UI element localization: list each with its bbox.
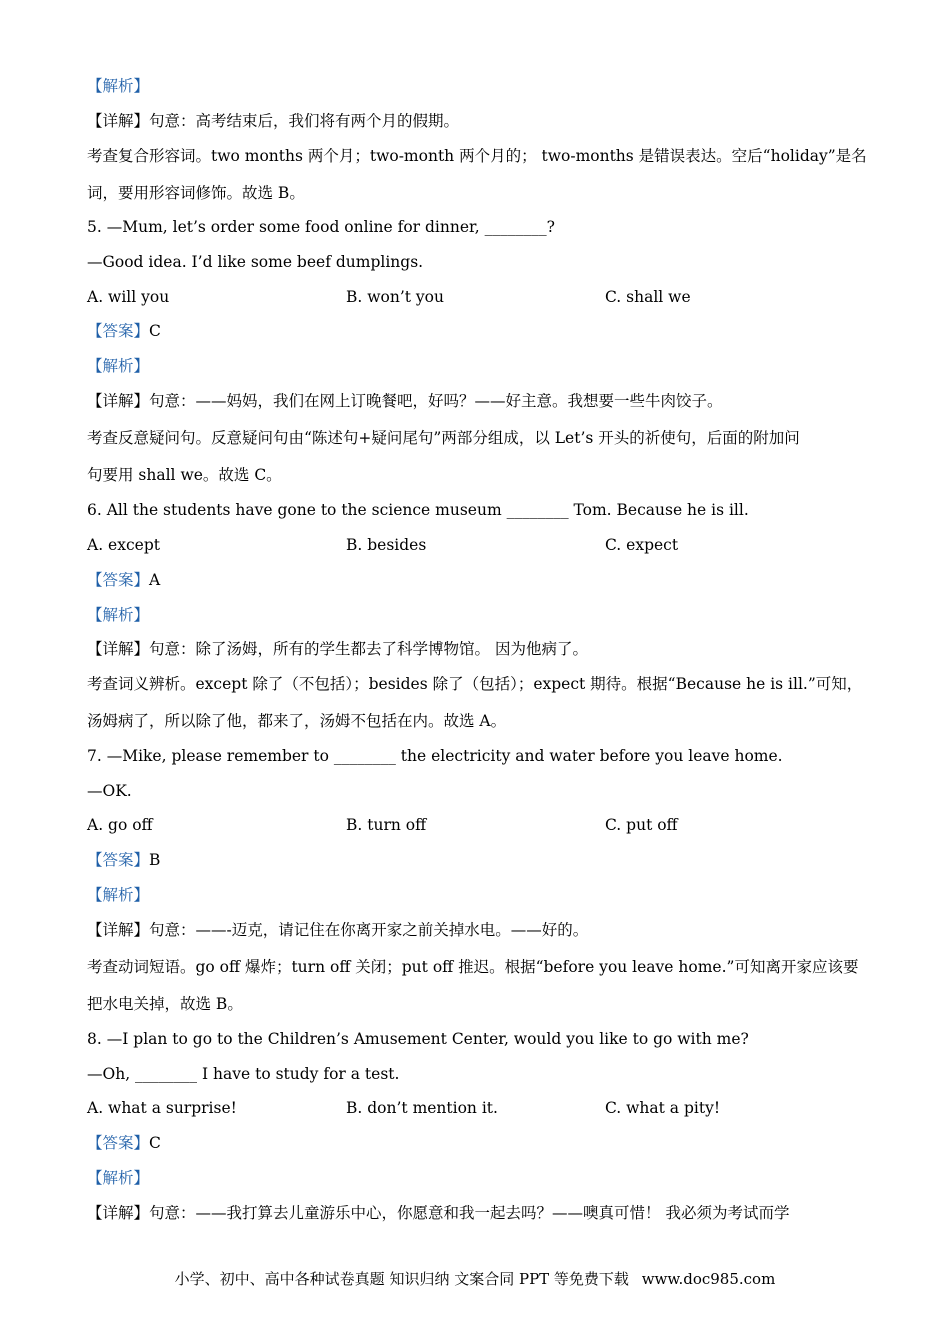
question-7-stem: 7. —Mike, please remember to ________ the electricity and water before you leave home. bbox=[87, 747, 783, 765]
detail-line: 【详解】句意：高考结束后，我们将有两个月的假期。 bbox=[87, 112, 460, 130]
page-footer bbox=[0, 1268, 950, 1290]
q6-explanation-1: 考查词义辨析。except 除了（不包括）；besides 除了（包括）；expect 期待。根据“Because he is ill.”可知， bbox=[87, 675, 863, 693]
q6-detail: 【详解】句意：除了汤姆，所有的学生都去了科学博物馆。 因为他病了。 bbox=[87, 640, 588, 658]
q8-analysis-label: 【解析】 bbox=[87, 1169, 150, 1187]
q7-detail: 【详解】句意：——-迈克，请记住在你离开家之前关掉水电。——好的。 bbox=[87, 921, 589, 939]
q7-explanation-1: 考查动词短语。go off 爆炸；turn off 关闭；put off 推迟。根据“before you leave home.”可知离开家应该要 bbox=[87, 958, 859, 976]
q8-option-c: C. what a pity! bbox=[605, 1099, 721, 1117]
q7-analysis-label: 【解析】 bbox=[87, 886, 150, 904]
question-6-stem: 6. All the students have gone to the science museum ________ Tom. Because he is ill. bbox=[87, 501, 749, 519]
q7-option-b: B. turn off bbox=[346, 816, 427, 834]
q8-option-b: B. don’t mention it. bbox=[346, 1099, 498, 1117]
question-7-response: —OK. bbox=[87, 782, 132, 800]
q5-option-b: B. won’t you bbox=[346, 288, 444, 306]
q6-answer: 【答案】A bbox=[87, 571, 161, 589]
q5-analysis-label: 【解析】 bbox=[87, 357, 150, 375]
explanation-line-2: 词，要用形容词修饰。故选 B。 bbox=[87, 184, 305, 202]
q5-explanation-1: 考查反意疑问句。反意疑问句由“陈述句+疑问尾句”两部分组成，以 Let’s 开头的祈使句，后面的附加问 bbox=[87, 429, 800, 447]
q8-option-a: A. what a surprise! bbox=[87, 1099, 237, 1117]
question-8-response: —Oh, ________ I have to study for a test. bbox=[87, 1065, 400, 1083]
question-5-response: —Good idea. I’d like some beef dumplings. bbox=[87, 253, 424, 271]
q6-option-c: C. expect bbox=[605, 536, 679, 554]
question-5-stem: 5. —Mum, let’s order some food online for dinner, ________? bbox=[87, 218, 555, 236]
q5-explanation-2: 句要用 shall we。故选 C。 bbox=[87, 466, 282, 484]
q5-option-a: A. will you bbox=[87, 288, 170, 306]
q6-option-a: A. except bbox=[87, 536, 160, 554]
footer-text: 小学、初中、高中各种试卷真题 知识归纳 文案合同 PPT 等免费下载 bbox=[174, 1270, 629, 1288]
q7-explanation-2: 把水电关掉，故选 B。 bbox=[87, 995, 243, 1013]
q5-detail: 【详解】句意：——妈妈，我们在网上订晚餐吧，好吗？——好主意。我想要一些牛肉饺子。 bbox=[87, 392, 723, 410]
q7-answer: 【答案】B bbox=[87, 851, 161, 869]
q6-option-b: B. besides bbox=[346, 536, 427, 554]
q8-detail: 【详解】句意：——我打算去儿童游乐中心，你愿意和我一起去吗？——噢真可惜！ 我必须为考试而学 bbox=[87, 1204, 790, 1222]
question-8-stem: 8. —I plan to go to the Children’s Amusement Center, would you like to go with me? bbox=[87, 1030, 749, 1048]
footer-link[interactable]: www.doc985.com bbox=[641, 1270, 776, 1288]
q7-option-c: C. put off bbox=[605, 816, 678, 834]
q5-option-c: C. shall we bbox=[605, 288, 691, 306]
q6-explanation-2: 汤姆病了，所以除了他，都来了，汤姆不包括在内。故选 A。 bbox=[87, 712, 507, 730]
explanation-line-1: 考查复合形容词。two months 两个月；two-month 两个月的； two-months 是错误表达。空后“holiday”是名 bbox=[87, 147, 867, 165]
q5-answer: 【答案】C bbox=[87, 322, 161, 340]
q8-answer: 【答案】C bbox=[87, 1134, 161, 1152]
q7-option-a: A. go off bbox=[87, 816, 153, 834]
q6-analysis-label: 【解析】 bbox=[87, 606, 150, 624]
analysis-label: 【解析】 bbox=[87, 77, 150, 95]
